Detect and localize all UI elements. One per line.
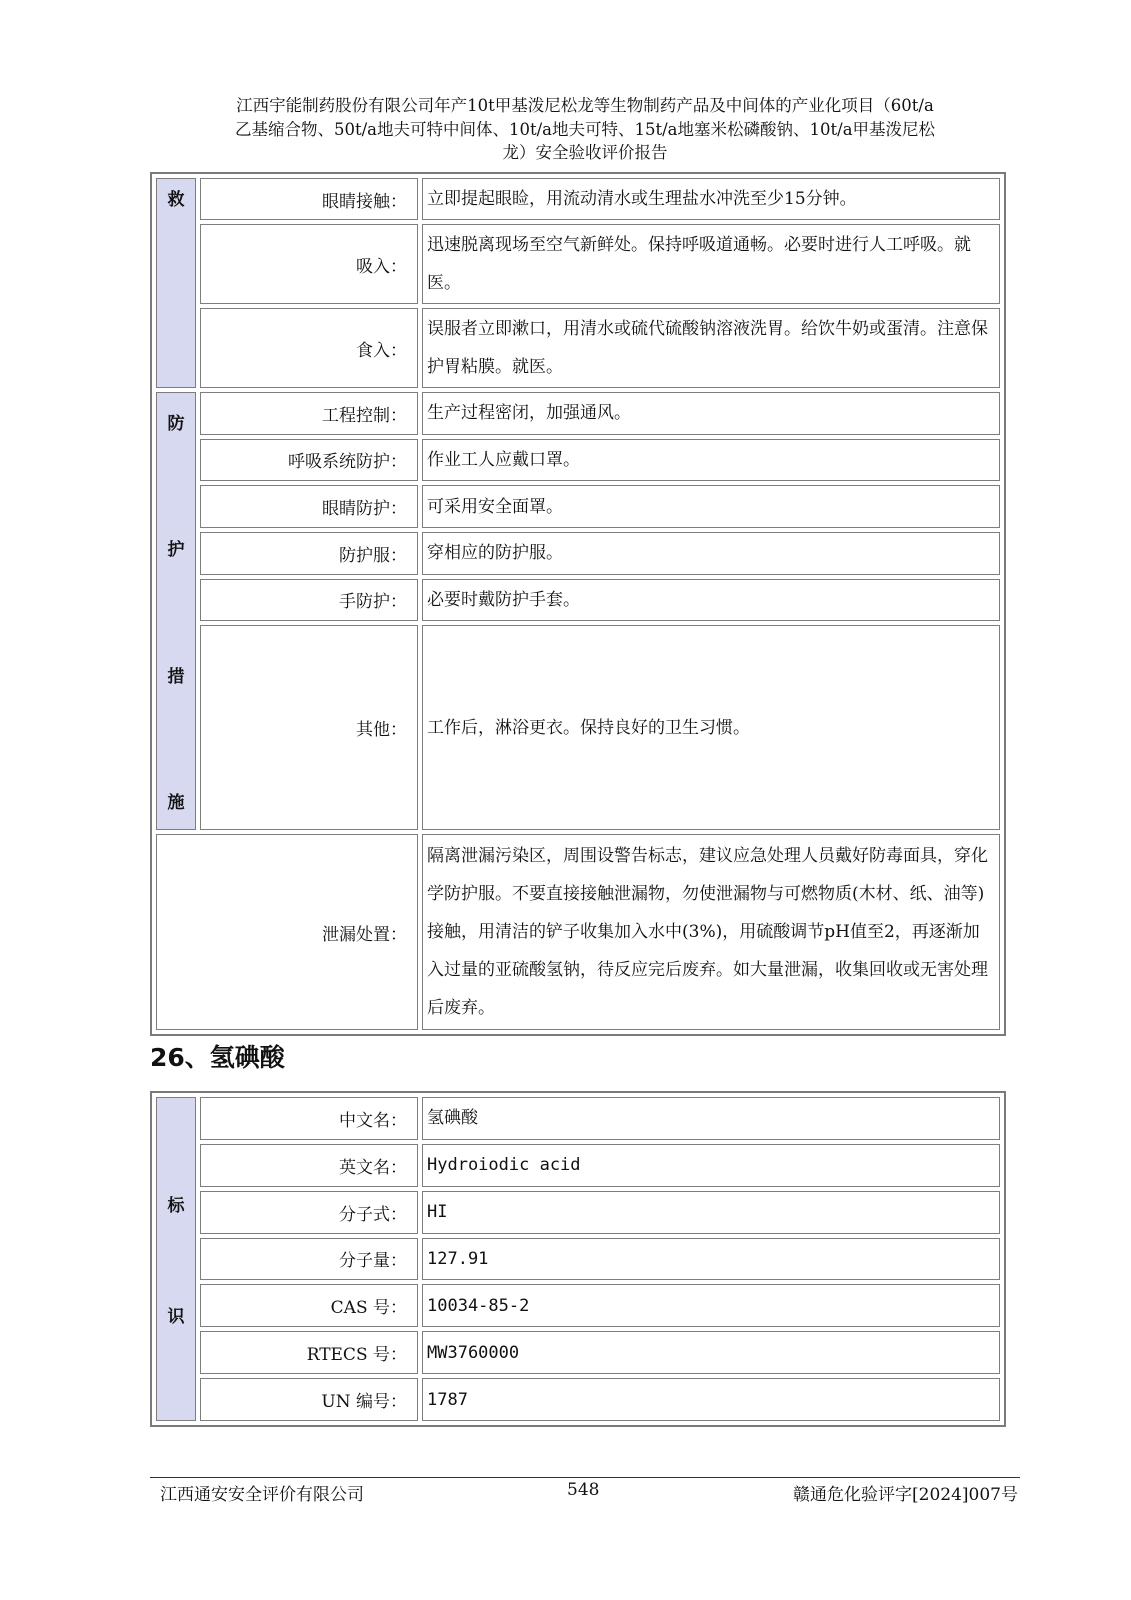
footer-doc-number: 赣通危化验评字[2024]007号 (793, 1485, 1018, 1505)
protection-category (156, 392, 196, 830)
protection-label: 其他： (200, 625, 418, 830)
protection-label: 眼睛防护： (200, 485, 418, 528)
first-aid-value: 迅速脱离现场至空气新鲜处。保持呼吸道通畅。必要时进行人工呼吸。就医。 (422, 224, 1000, 304)
identification-label: CAS 号： (200, 1284, 418, 1327)
protection-label: 手防护： (200, 579, 418, 622)
identification-value: 1787 (422, 1378, 1000, 1421)
footer-divider (150, 1477, 1020, 1478)
first-aid-label: 眼睛接触： (200, 178, 418, 220)
leak-value: 隔离泄漏污染区，周围设警告标志，建议应急处理人员戴好防毒面具，穿化学防护服。不要直接接触泄漏物，勿使泄漏物与可燃物质(木材、纸、油等)接触，用清洁的铲子收集加入水中(3%)，用硫酸调节pH值至2，再逐渐加入过量的亚硫酸氢钠，待反应完后废弃。如大量泄漏，收集回收或无害处理后废弃。 (422, 834, 1000, 1030)
safety-table (150, 172, 1006, 1036)
protection-category-char: 措 (167, 666, 185, 687)
identification-category (156, 1097, 196, 1421)
identification-category-char: 识 (167, 1307, 185, 1327)
report-header (150, 94, 1020, 165)
protection-label: 工程控制： (200, 392, 418, 435)
header-line-2: 乙基缩合物、50t/a地夫可特中间体、10t/a地夫可特、15t/a地塞米松磷酸钠、10t/a甲基泼尼松 (234, 119, 936, 139)
protection-value: 必要时戴防护手套。 (422, 579, 1000, 622)
first-aid-label: 吸入： (200, 224, 418, 304)
identification-value: 10034-85-2 (422, 1284, 1000, 1327)
identification-table (150, 1091, 1006, 1427)
protection-value: 工作后，淋浴更衣。保持良好的卫生习惯。 (422, 625, 1000, 830)
identification-label: 英文名： (200, 1144, 418, 1187)
first-aid-value: 立即提起眼睑，用流动清水或生理盐水冲洗至少15分钟。 (422, 178, 1000, 220)
identification-value: 氢碘酸 (422, 1097, 1000, 1140)
header-line-1: 江西宇能制药股份有限公司年产10t甲基泼尼松龙等生物制药产品及中间体的产业化项目（60t/a (236, 96, 934, 115)
protection-category-char: 护 (167, 540, 185, 561)
identification-label: 中文名： (200, 1097, 418, 1140)
identification-label: 分子量： (200, 1238, 418, 1281)
identification-value: HI (422, 1191, 1000, 1234)
protection-label: 防护服： (200, 532, 418, 575)
protection-value: 穿相应的防护服。 (422, 532, 1000, 575)
protection-label: 呼吸系统防护： (200, 439, 418, 482)
protection-value: 生产过程密闭，加强通风。 (422, 392, 1000, 435)
first-aid-value: 误服者立即漱口，用清水或硫代硫酸钠溶液洗胃。给饮牛奶或蛋清。注意保护胃粘膜。就医。 (422, 308, 1000, 388)
header-line-3: 龙）安全验收评价报告 (502, 143, 668, 162)
first-aid-label: 食入： (200, 308, 418, 388)
leak-label: 泄漏处置： (156, 834, 418, 1030)
protection-value: 可采用安全面罩。 (422, 485, 1000, 528)
page-number: 548 (567, 1480, 600, 1500)
protection-value: 作业工人应戴口罩。 (422, 439, 1000, 482)
protection-category-char: 防 (167, 414, 185, 434)
footer-company: 江西通安安全评价有限公司 (160, 1485, 364, 1505)
section-title: 26、氢碘酸 (150, 1043, 285, 1072)
identification-label: 分子式： (200, 1191, 418, 1234)
identification-value: 127.91 (422, 1238, 1000, 1281)
identification-value: Hydroiodic acid (422, 1144, 1000, 1187)
identification-value: MW3760000 (422, 1331, 1000, 1374)
identification-category-char: 标 (167, 1196, 185, 1216)
protection-category-char: 施 (167, 792, 185, 813)
first-aid-category: 救 (156, 178, 196, 388)
identification-label: RTECS 号： (200, 1331, 418, 1374)
identification-label: UN 编号： (200, 1378, 418, 1421)
